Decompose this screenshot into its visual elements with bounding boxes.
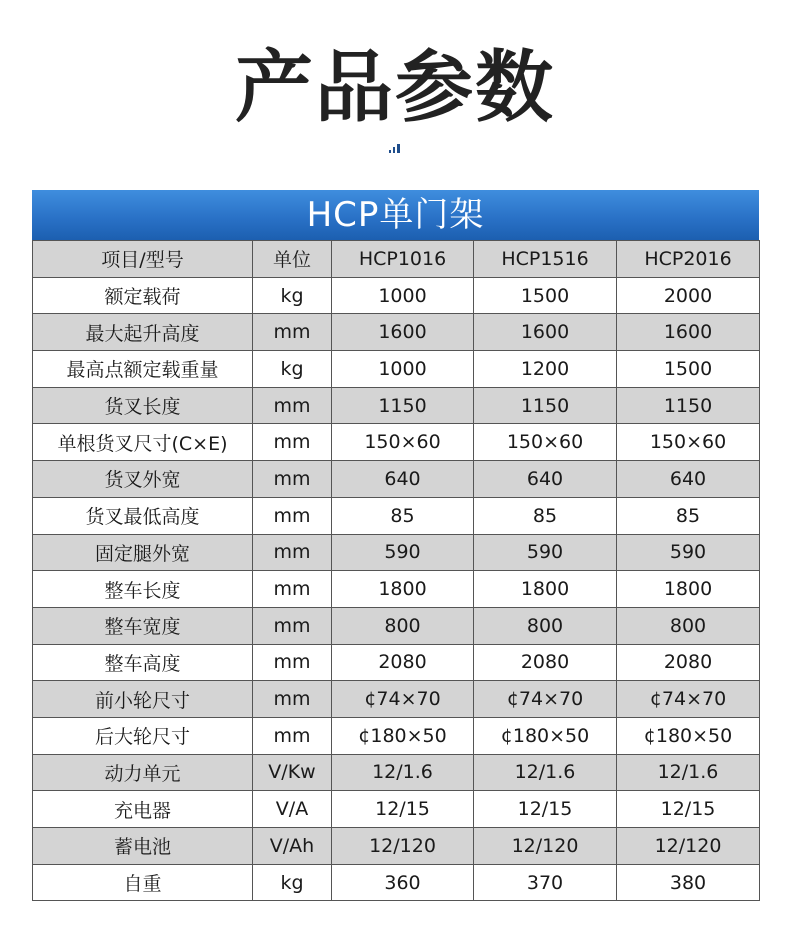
spec-table-body (33, 241, 760, 901)
value-cell: 590 (474, 534, 617, 571)
value-cell: 150×60 (332, 424, 474, 461)
unit-cell: kg (253, 351, 332, 388)
value-cell: 1500 (617, 351, 760, 388)
value-cell: 1200 (474, 351, 617, 388)
value-cell: 1600 (332, 314, 474, 351)
table-row (33, 864, 760, 901)
value-cell: 12/120 (332, 828, 474, 865)
param-name-cell: 固定腿外宽 (33, 534, 253, 571)
spec-table (32, 240, 760, 901)
value-cell: 590 (617, 534, 760, 571)
value-cell: 640 (474, 461, 617, 498)
header-cell-item: 项目/型号 (33, 241, 253, 278)
param-name-cell: 单根货叉尺寸(C×E) (33, 424, 253, 461)
table-row (33, 571, 760, 608)
unit-cell: kg (253, 277, 332, 314)
unit-cell: mm (253, 497, 332, 534)
spec-table-container (32, 190, 759, 901)
unit-cell: mm (253, 681, 332, 718)
value-cell: 590 (332, 534, 474, 571)
unit-cell: mm (253, 387, 332, 424)
param-name-cell: 后大轮尺寸 (33, 717, 253, 754)
value-cell: 2080 (617, 644, 760, 681)
unit-cell: mm (253, 424, 332, 461)
unit-cell: mm (253, 571, 332, 608)
param-name-cell: 前小轮尺寸 (33, 681, 253, 718)
value-cell: 640 (332, 461, 474, 498)
table-row (33, 754, 760, 791)
param-name-cell: 整车高度 (33, 644, 253, 681)
signal-bars-icon (389, 143, 403, 153)
value-cell: 1150 (332, 387, 474, 424)
value-cell: 150×60 (617, 424, 760, 461)
value-cell: ¢180×50 (474, 717, 617, 754)
value-cell: 800 (474, 607, 617, 644)
value-cell: 12/15 (332, 791, 474, 828)
param-name-cell: 最高点额定载重量 (33, 351, 253, 388)
value-cell: 1600 (474, 314, 617, 351)
param-name-cell: 货叉最低高度 (33, 497, 253, 534)
value-cell: ¢180×50 (332, 717, 474, 754)
header-cell-model: HCP2016 (617, 241, 760, 278)
table-row (33, 644, 760, 681)
unit-cell: mm (253, 534, 332, 571)
param-name-cell: 整车长度 (33, 571, 253, 608)
table-row (33, 424, 760, 461)
unit-cell: V/A (253, 791, 332, 828)
param-name-cell: 自重 (33, 864, 253, 901)
value-cell: 1800 (617, 571, 760, 608)
header-cell-model: HCP1016 (332, 241, 474, 278)
unit-cell: V/Kw (253, 754, 332, 791)
value-cell: 1800 (474, 571, 617, 608)
table-row (33, 681, 760, 718)
value-cell: 150×60 (474, 424, 617, 461)
value-cell: 800 (617, 607, 760, 644)
value-cell: 85 (617, 497, 760, 534)
value-cell: 12/15 (617, 791, 760, 828)
table-row (33, 351, 760, 388)
value-cell: 1800 (332, 571, 474, 608)
table-banner: HCP单门架 (32, 190, 759, 240)
table-row (33, 277, 760, 314)
param-name-cell: 货叉外宽 (33, 461, 253, 498)
param-name-cell: 蓄电池 (33, 828, 253, 865)
param-name-cell: 额定载荷 (33, 277, 253, 314)
table-row (33, 791, 760, 828)
value-cell: 12/1.6 (617, 754, 760, 791)
page-title: 产品参数 (234, 43, 555, 133)
unit-cell: kg (253, 864, 332, 901)
header-cell-unit: 单位 (253, 241, 332, 278)
param-name-cell: 动力单元 (33, 754, 253, 791)
table-row (33, 607, 760, 644)
value-cell: 1500 (474, 277, 617, 314)
value-cell: 1000 (332, 277, 474, 314)
unit-cell: mm (253, 314, 332, 351)
table-row (33, 314, 760, 351)
param-name-cell: 最大起升高度 (33, 314, 253, 351)
table-row (33, 534, 760, 571)
value-cell: 1000 (332, 351, 474, 388)
value-cell: 12/120 (474, 828, 617, 865)
param-name-cell: 充电器 (33, 791, 253, 828)
value-cell: 370 (474, 864, 617, 901)
value-cell: ¢74×70 (617, 681, 760, 718)
header-cell-model: HCP1516 (474, 241, 617, 278)
value-cell: 12/1.6 (474, 754, 617, 791)
unit-cell: mm (253, 607, 332, 644)
value-cell: ¢74×70 (332, 681, 474, 718)
value-cell: 85 (474, 497, 617, 534)
value-cell: 2080 (474, 644, 617, 681)
table-row (33, 497, 760, 534)
value-cell: 1150 (474, 387, 617, 424)
table-row (33, 828, 760, 865)
value-cell: 85 (332, 497, 474, 534)
value-cell: ¢74×70 (474, 681, 617, 718)
table-row (33, 461, 760, 498)
unit-cell: mm (253, 644, 332, 681)
unit-cell: V/Ah (253, 828, 332, 865)
value-cell: 12/120 (617, 828, 760, 865)
unit-cell: mm (253, 717, 332, 754)
value-cell: 1600 (617, 314, 760, 351)
param-name-cell: 货叉长度 (33, 387, 253, 424)
value-cell: ¢180×50 (617, 717, 760, 754)
param-name-cell: 整车宽度 (33, 607, 253, 644)
value-cell: 1150 (617, 387, 760, 424)
table-row (33, 387, 760, 424)
value-cell: 12/1.6 (332, 754, 474, 791)
header-row (33, 241, 760, 278)
table-row (33, 717, 760, 754)
value-cell: 2080 (332, 644, 474, 681)
value-cell: 2000 (617, 277, 760, 314)
value-cell: 800 (332, 607, 474, 644)
value-cell: 360 (332, 864, 474, 901)
unit-cell: mm (253, 461, 332, 498)
value-cell: 380 (617, 864, 760, 901)
value-cell: 640 (617, 461, 760, 498)
value-cell: 12/15 (474, 791, 617, 828)
